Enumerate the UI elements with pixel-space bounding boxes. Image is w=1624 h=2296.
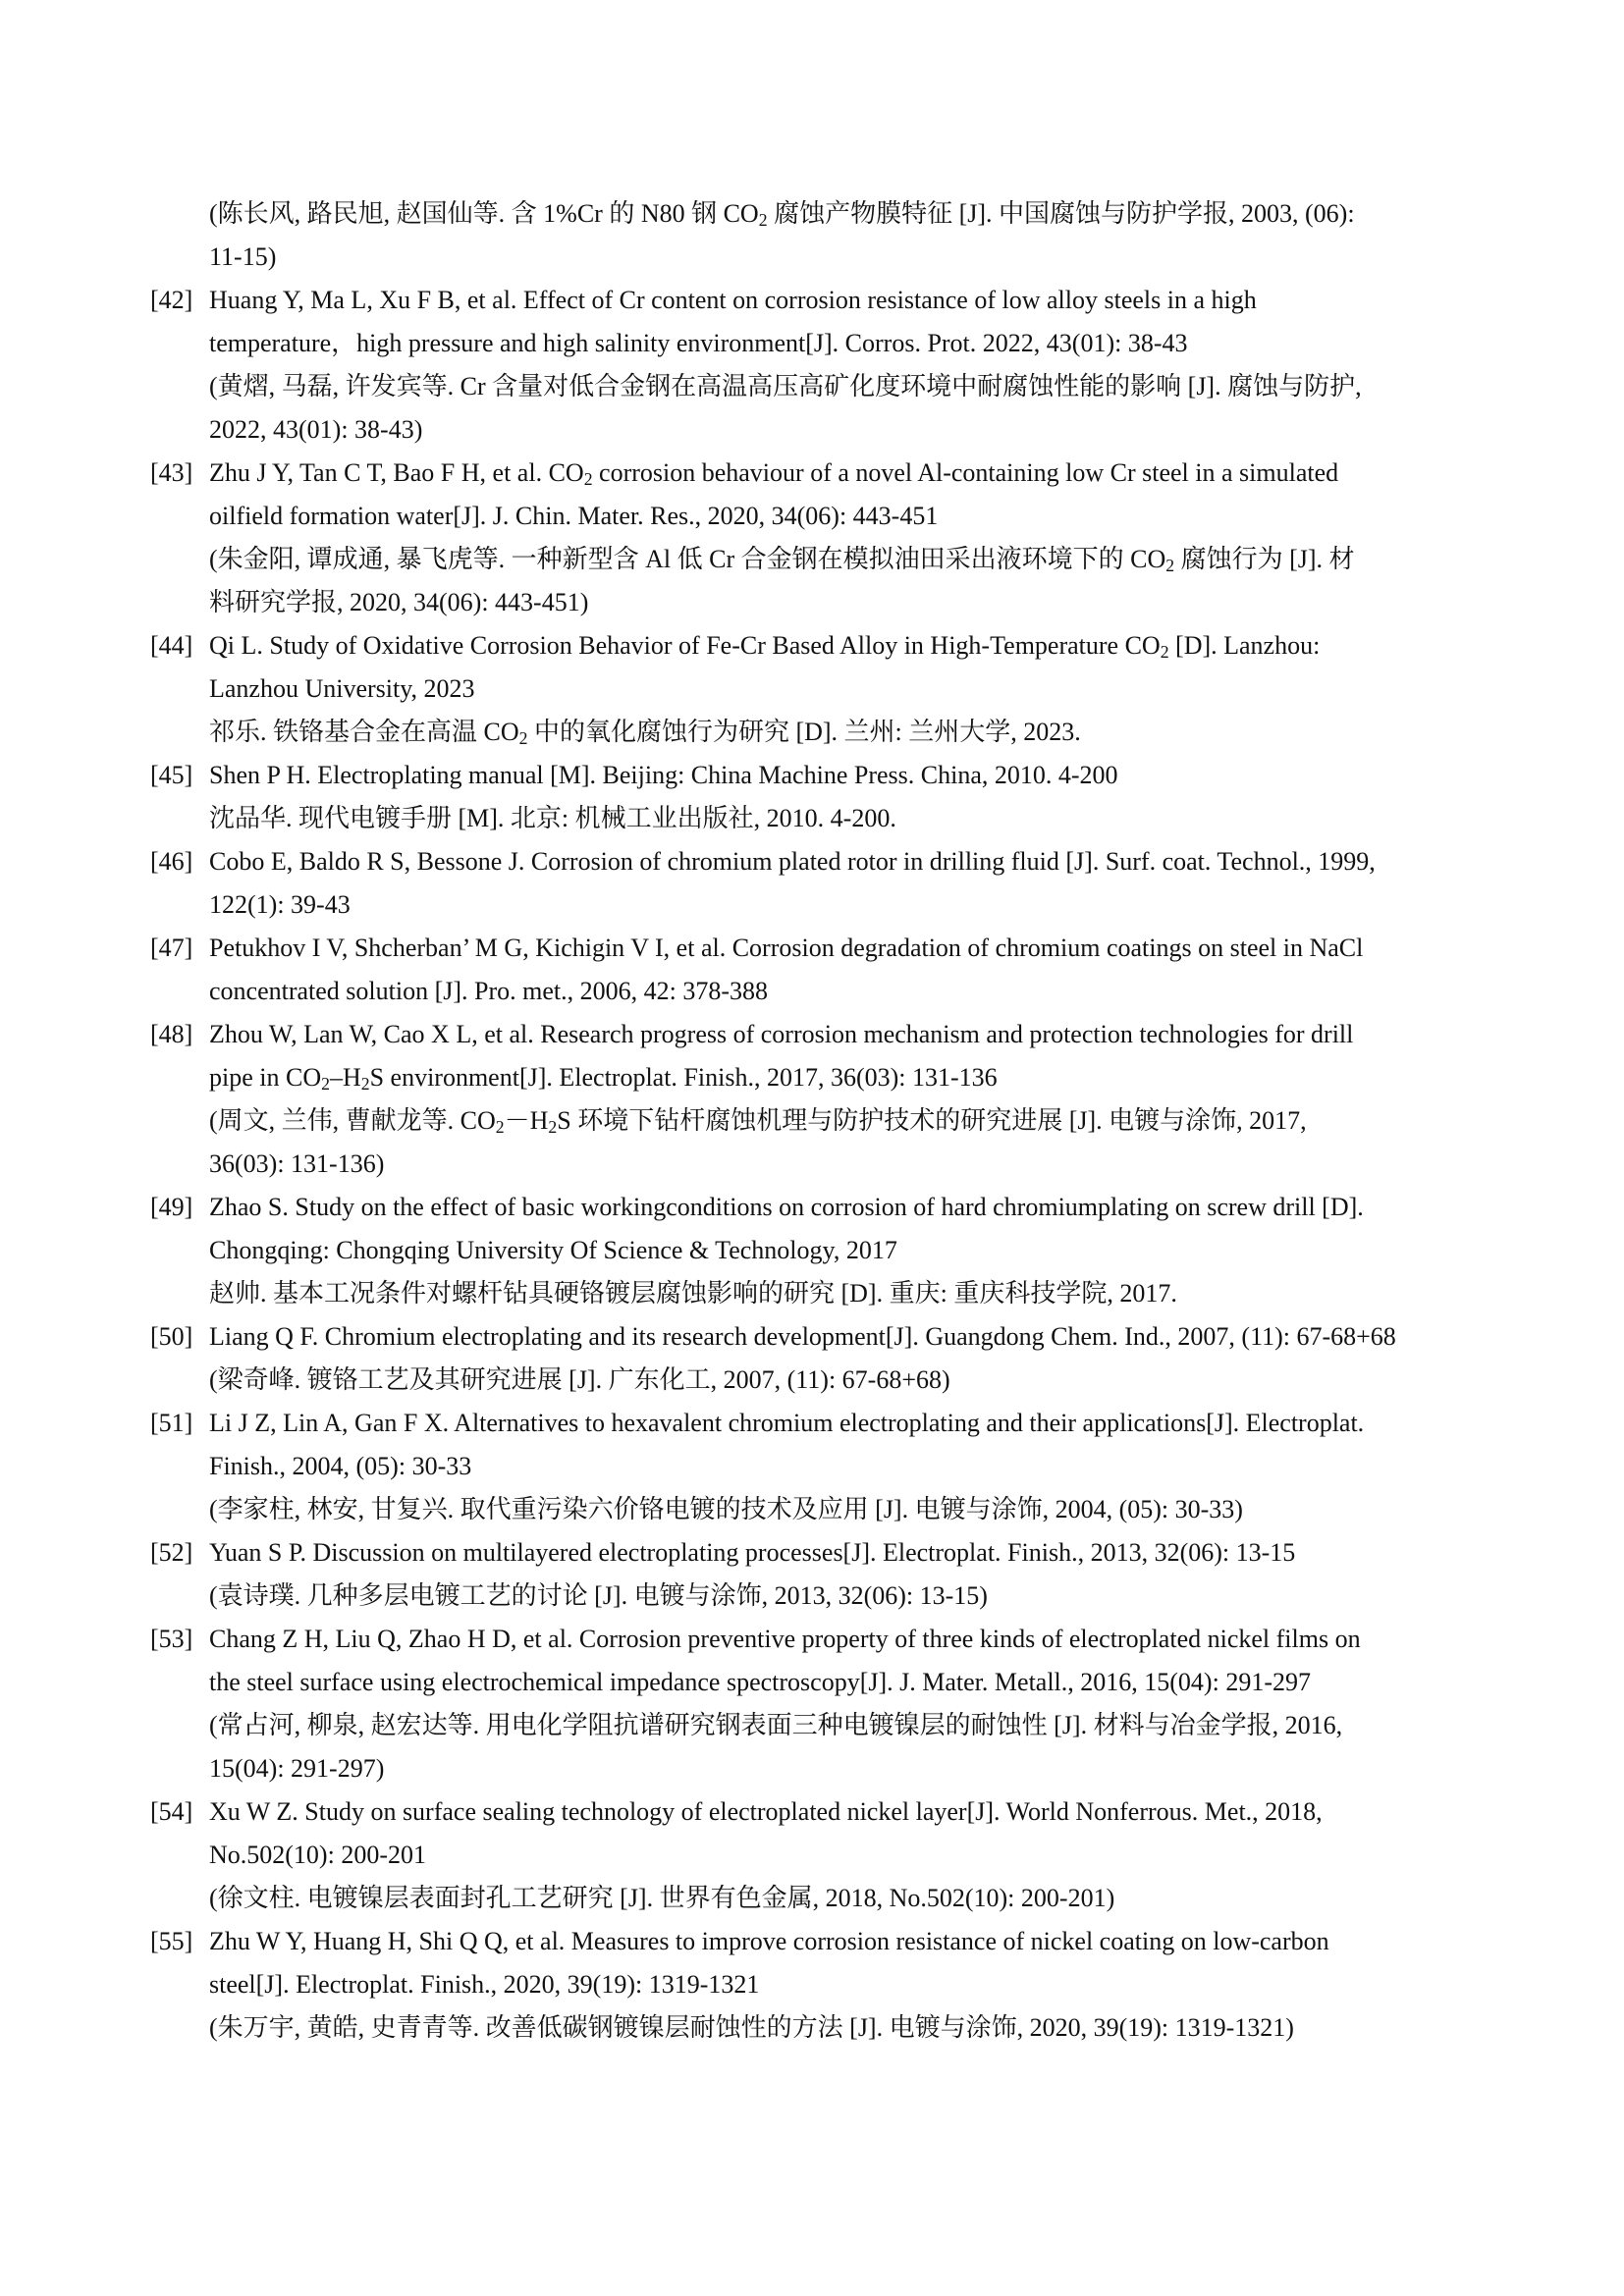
reference-line: (常占河, 柳泉, 赵宏达等. 用电化学阻抗谱研究钢表面三种电镀镍层的耐蚀性 [J]. 材料与冶金学报, 2016, [209,1711,1343,1739]
reference-line: Chang Z H, Liu Q, Zhao H D, et al. Corrosion preventive property of three kinds of electroplated nickel films on [209,1625,1361,1653]
reference-line: Zhu W Y, Huang H, Shi Q Q, et al. Measures to improve corrosion resistance of nickel coating on low-carbon [209,1927,1329,1955]
reference-entry [150,927,1495,1013]
reference-line: Liang Q F. Chromium electroplating and its research development[J]. Guangdong Chem. Ind., 2007, (11): 67-68+68 [209,1322,1396,1351]
reference-line: 11-15) [209,242,277,271]
reference-line: (李家柱, 林安, 甘复兴. 取代重污染六价铬电镀的技术及应用 [J]. 电镀与涂饰, 2004, (05): 30-33) [209,1495,1243,1523]
reference-number: [51] [150,1409,193,1437]
reference-line: (徐文柱. 电镀镍层表面封孔工艺研究 [J]. 世界有色金属, 2018, No.502(10): 200-201) [209,1884,1115,1912]
reference-line: (周文, 兰伟, 曹献龙等. $CO_2-H_2S$ 环境下钻杆腐蚀机理与防护技术的研究进展 [J]. 电镀与涂饰, 2017, [209,1106,1307,1137]
reference-entry [150,1402,1495,1531]
reference-line: No.502(10): 200-201 [209,1841,426,1869]
reference-entry [150,1186,1495,1315]
reference-line: 36(03): 131-136) [209,1149,385,1178]
reference-number: [44] [150,631,193,660]
reference-line: 料研究学报, 2020, 34(06): 443-451) [209,588,589,616]
reference-number: [42] [150,286,193,314]
reference-line: 15(04): 291-297) [209,1754,385,1783]
reference-entry [150,1315,1495,1402]
reference-line: 2022, 43(01): 38-43) [209,415,423,444]
reference-line: (朱万宇, 黄皓, 史青青等. 改善低碳钢镀镍层耐蚀性的方法 [J]. 电镀与涂饰, 2020, 39(19): 1319-1321) [209,2013,1294,2042]
reference-entry [150,279,1495,452]
reference-number: [45] [150,761,193,789]
reference-entry [150,1531,1495,1618]
reference-line: (黄熠, 马磊, 许发宾等. Cr 含量对低合金钢在高温高压高矿化度环境中耐腐蚀性能的影响 [J]. 腐蚀与防护, [209,372,1362,400]
reference-line: concentrated solution [J]. Pro. met., 2006, 42: 378-388 [209,977,769,1005]
reference-line: Li J Z, Lin A, Gan F X. Alternatives to hexavalent chromium electroplating and their applications[J]. Electroplat. [209,1409,1365,1437]
reference-line: Xu W Z. Study on surface sealing technology of electroplated nickel layer[J]. World Nonferrous. Met., 2018, [209,1797,1323,1826]
reference-line: 赵帅. 基本工况条件对螺杆钻具硬铬镀层腐蚀影响的研究 [D]. 重庆: 重庆科技学院, 2017. [209,1279,1177,1308]
reference-line: Qi L. Study of Oxidative Corrosion Behavior of Fe-Cr Based Alloy in High-Temperature $CO_2$ [D]. Lanzhou: [209,631,1321,662]
reference-line: Shen P H. Electroplating manual [M]. Beijing: China Machine Press. China, 2010. 4-200 [209,761,1118,789]
reference-line: temperature，high pressure and high salinity environment[J]. Corros. Prot. 2022, 43(01): 38-43 [209,329,1188,357]
reference-number: [53] [150,1625,193,1653]
reference-line: 沈品华. 现代电镀手册 [M]. 北京: 机械工业出版社, 2010. 4-200. [209,804,896,832]
reference-entry [150,1790,1495,1920]
reference-entry [150,1920,1495,2050]
reference-line: 122(1): 39-43 [209,890,351,919]
reference-line: Yuan S P. Discussion on multilayered electroplating processes[J]. Electroplat. Finish., 2013, 32(06): 13-15 [209,1538,1296,1567]
reference-number: [52] [150,1538,193,1567]
reference-line: Finish., 2004, (05): 30-33 [209,1452,472,1480]
reference-number: [49] [150,1193,193,1221]
reference-number: [55] [150,1927,193,1955]
reference-line: (袁诗璞. 几种多层电镀工艺的讨论 [J]. 电镀与涂饰, 2013, 32(06): 13-15) [209,1581,988,1610]
reference-line: (梁奇峰. 镀铬工艺及其研究进展 [J]. 广东化工, 2007, (11): 67-68+68) [209,1365,950,1394]
reference-line: (陈长风, 路民旭, 赵国仙等. 含 1%Cr 的 N80 钢 $CO_2$ 腐蚀产物膜特征 [J]. 中国腐蚀与防护学报, 2003, (06): [209,199,1355,230]
reference-line: Petukhov I V, Shcherban’ M G, Kichigin V I, et al. Corrosion degradation of chromium coatings on steel in NaCl [209,934,1364,962]
reference-line: the steel surface using electrochemical impedance spectroscopy[J]. J. Mater. Metall., 2016, 15(04): 291-297 [209,1668,1311,1696]
reference-number: [48] [150,1020,193,1048]
reference-number: [54] [150,1797,193,1826]
reference-line: Zhu J Y, Tan C T, Bao F H, et al. $CO_2$ corrosion behaviour of a novel Al-containing low Cr steel in a simulated [209,458,1339,489]
reference-line: Lanzhou University, 2023 [209,674,475,703]
reference-entry [150,1013,1495,1186]
reference-line: oilfield formation water[J]. J. Chin. Mater. Res., 2020, 34(06): 443-451 [209,502,939,530]
reference-line: Chongqing: Chongqing University Of Science & Technology, 2017 [209,1236,897,1264]
reference-entry [150,1618,1495,1790]
reference-entry [150,754,1495,840]
reference-line: 祁乐. 铁铬基合金在高温 $CO_2$ 中的氧化腐蚀行为研究 [D]. 兰州: 兰州大学, 2023. [209,718,1081,748]
reference-number: [50] [150,1322,193,1351]
reference-number: [47] [150,934,193,962]
reference-line: (朱金阳, 谭成通, 暴飞虎等. 一种新型含 Al 低 Cr 合金钢在模拟油田采出液环境下的 $CO_2$ 腐蚀行为 [J]. 材 [209,545,1355,575]
reference-entry [150,192,1495,279]
reference-line: steel[J]. Electroplat. Finish., 2020, 39(19): 1319-1321 [209,1970,760,1999]
reference-number: [46] [150,847,193,876]
reference-list [150,192,1495,2050]
reference-line: Cobo E, Baldo R S, Bessone J. Corrosion of chromium plated rotor in drilling fluid [J]. Surf. coat. Technol., 1999, [209,847,1376,876]
reference-entry [150,452,1495,624]
reference-line: Huang Y, Ma L, Xu F B, et al. Effect of Cr content on corrosion resistance of low alloy steels in a high [209,286,1257,314]
reference-entry [150,624,1495,754]
reference-line: pipe in $CO_2-H_2S$ environment[J]. Electroplat. Finish., 2017, 36(03): 131-136 [209,1063,998,1094]
reference-line: Zhou W, Lan W, Cao X L, et al. Research progress of corrosion mechanism and protection technologies for drill [209,1020,1354,1048]
reference-number: [43] [150,458,193,487]
reference-line: Zhao S. Study on the effect of basic workingconditions on corrosion of hard chromiumplating on screw drill [D]. [209,1193,1364,1221]
reference-entry [150,840,1495,927]
